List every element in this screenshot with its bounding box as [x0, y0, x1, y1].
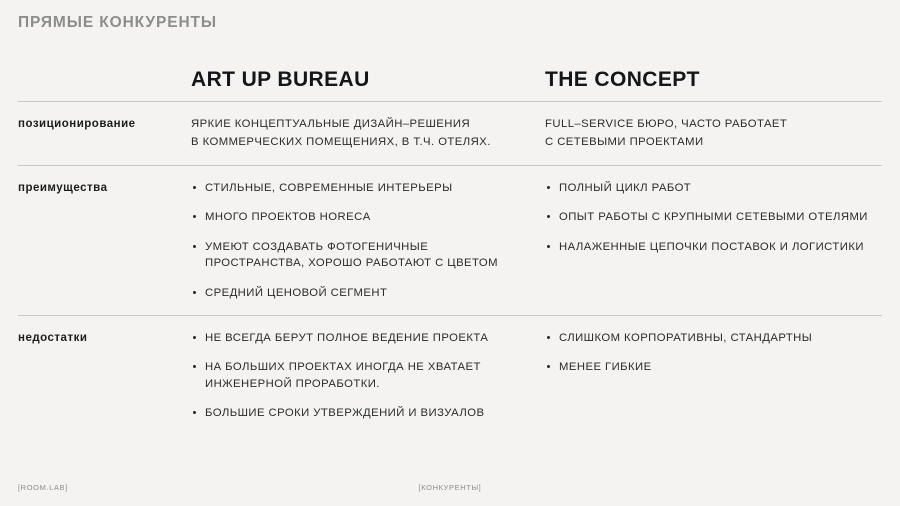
- row-label-cell: недостатки: [18, 331, 88, 344]
- list-item: МЕНЕЕ ГИБКИЕ: [545, 359, 882, 375]
- footer-brand: [ROOM.LAB]: [18, 483, 68, 492]
- text-line: С СЕТЕВЫМИ ПРОЕКТАМИ: [545, 135, 704, 148]
- text-line: FULL–SERVICE БЮРО, ЧАСТО РАБОТАЕТ: [545, 118, 788, 131]
- row-cell-company-a: [191, 116, 545, 151]
- footer-section-label: [КОНКУРЕНТЫ]: [418, 483, 482, 492]
- row-cell-company-a: [191, 330, 545, 422]
- row-cell-company-a: [191, 180, 545, 301]
- list-item: НА БОЛЬШИХ ПРОЕКТАХ ИНОГДА НЕ ХВАТАЕТ ИНЖЕНЕРНОЙ ПРОРАБОТКИ.: [191, 359, 527, 392]
- bullet-list: [545, 180, 882, 255]
- list-item: СЛИШКОМ КОРПОРАТИВНЫ, СТАНДАРТНЫ: [545, 330, 882, 346]
- row-cell-company-b: [545, 116, 882, 151]
- list-item: УМЕЮТ СОЗДАВАТЬ ФОТОГЕНИЧНЫЕ ПРОСТРАНСТВА, ХОРОШО РАБОТАЮТ С ЦВЕТОМ: [191, 239, 527, 272]
- company-a-name: ART UP BUREAU: [191, 68, 370, 91]
- table-row: [18, 316, 882, 436]
- bullet-list: [545, 330, 882, 376]
- text-line: В КОММЕРЧЕСКИХ ПОМЕЩЕНИЯХ, В Т.Ч. ОТЕЛЯХ.: [191, 135, 491, 148]
- row-cell-company-b: [545, 330, 882, 376]
- list-item: НЕ ВСЕГДА БЕРУТ ПОЛНОЕ ВЕДЕНИЕ ПРОЕКТА: [191, 330, 527, 346]
- list-item: СТИЛЬНЫЕ, СОВРЕМЕННЫЕ ИНТЕРЬЕРЫ: [191, 180, 527, 196]
- table-row: [18, 166, 882, 315]
- company-b-name: THE CONCEPT: [545, 68, 700, 91]
- list-item: МНОГО ПРОЕКТОВ HORECA: [191, 209, 527, 225]
- table-row: [18, 102, 882, 165]
- list-item: ОПЫТ РАБОТЫ С КРУПНЫМИ СЕТЕВЫМИ ОТЕЛЯМИ: [545, 209, 882, 225]
- header-cell-label: [18, 62, 191, 68]
- list-item: ПОЛНЫЙ ЦИКЛ РАБОТ: [545, 180, 882, 196]
- page-title: ПРЯМЫЕ КОНКУРЕНТЫ: [18, 14, 217, 31]
- bullet-list: [191, 330, 527, 422]
- bullet-list: [191, 180, 527, 301]
- table-header-row: [18, 62, 882, 101]
- slide-footer: [0, 476, 900, 492]
- list-item: СРЕДНИЙ ЦЕНОВОЙ СЕГМЕНТ: [191, 285, 527, 301]
- row-label-cell: позиционирование: [18, 118, 136, 131]
- row-label-cell: преимущества: [18, 182, 108, 195]
- text-line: ЯРКИЕ КОНЦЕПТУАЛЬНЫЕ ДИЗАЙН–РЕШЕНИЯ: [191, 118, 471, 131]
- header-cell-company-b: [545, 62, 882, 91]
- row-cell-company-b: [545, 180, 882, 255]
- list-item: НАЛАЖЕННЫЕ ЦЕПОЧКИ ПОСТАВОК И ЛОГИСТИКИ: [545, 239, 882, 255]
- competitors-table: [18, 62, 882, 435]
- list-item: БОЛЬШИЕ СРОКИ УТВЕРЖДЕНИЙ И ВИЗУАЛОВ: [191, 405, 527, 421]
- header-cell-company-a: [191, 62, 545, 91]
